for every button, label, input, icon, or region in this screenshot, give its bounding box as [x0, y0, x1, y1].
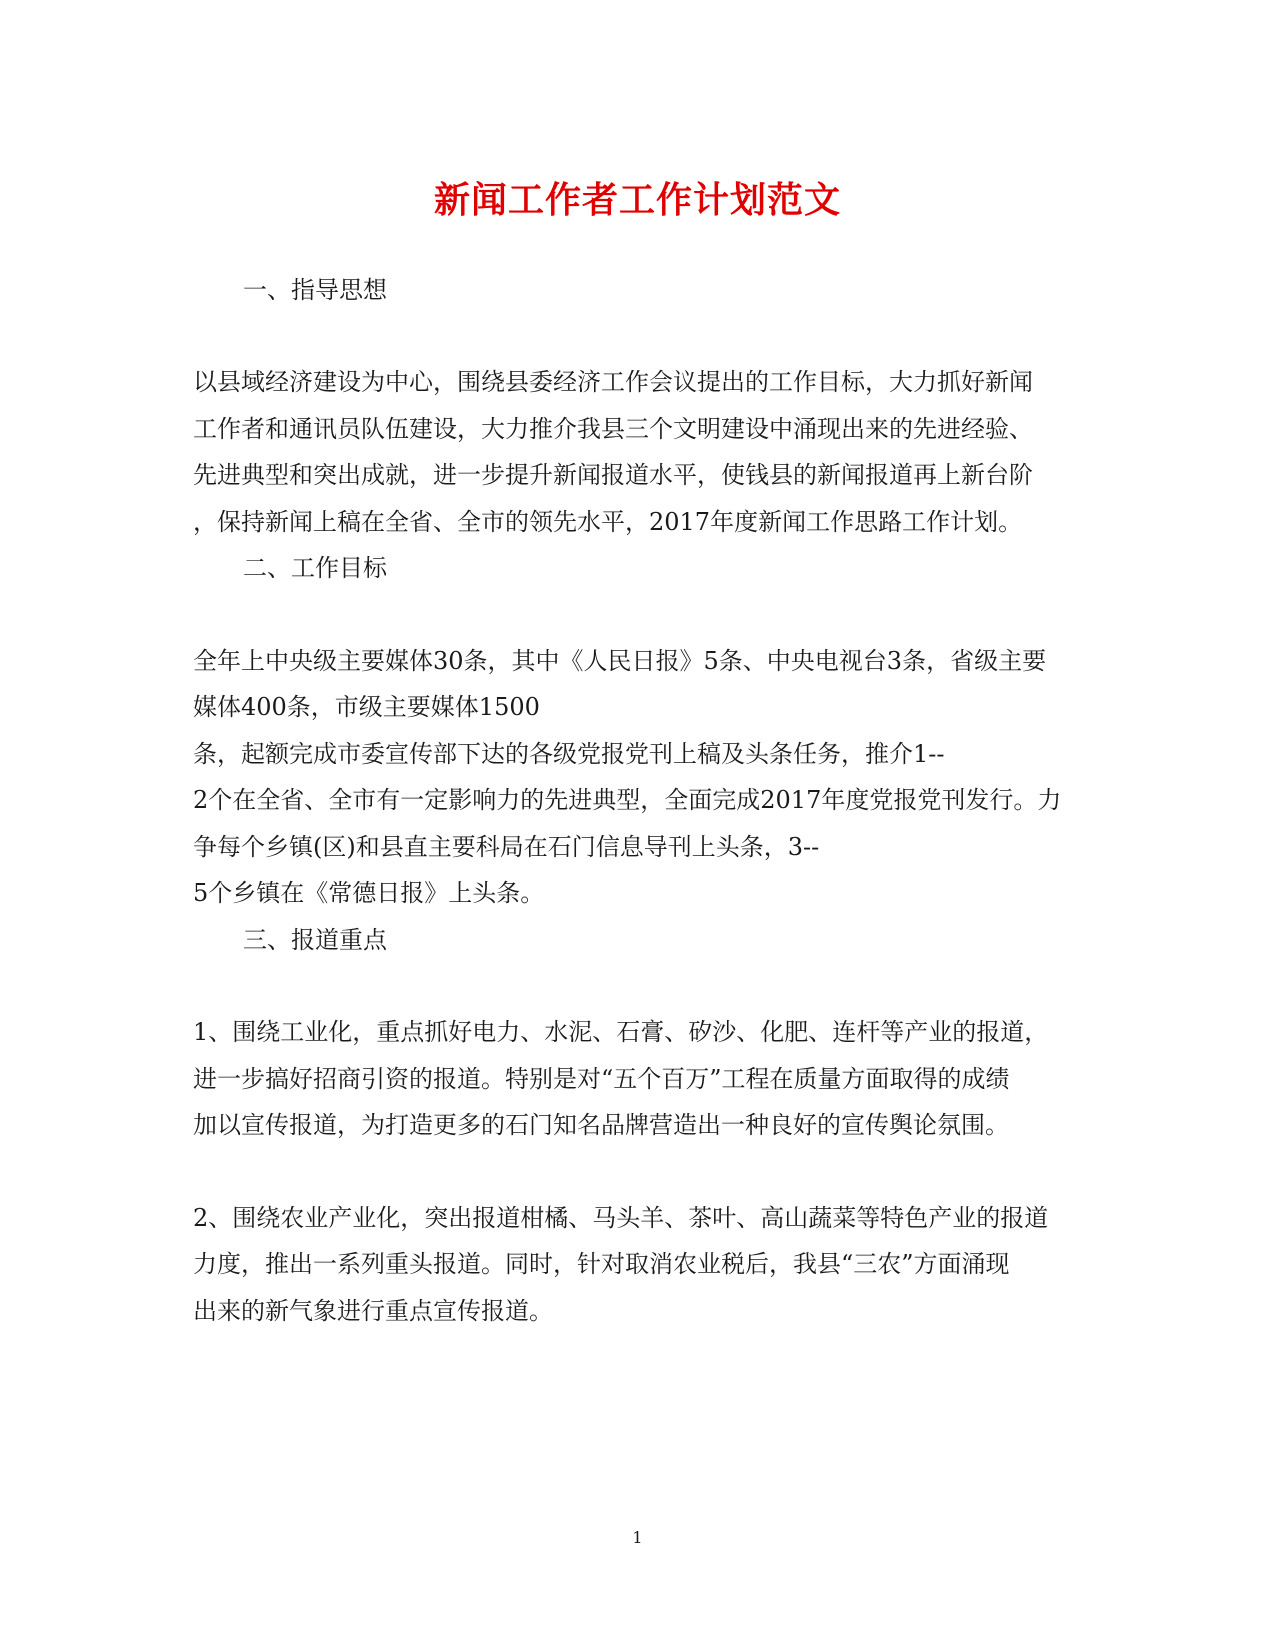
- section-heading-reporting-focus: 三、报道重点: [243, 926, 387, 954]
- document-title: 新闻工作者工作计划范文: [433, 179, 841, 221]
- paragraph-line: 出来的新气象进行重点宣传报道。: [193, 1297, 553, 1325]
- paragraph-line: 争每个乡镇(区)和县直主要科局在石门信息导刊上头条，3--: [193, 833, 820, 861]
- paragraph-line: 1、围绕工业化，重点抓好电力、水泥、石膏、矽沙、化肥、连杆等产业的报道，: [193, 1018, 1049, 1046]
- paragraph-line: 5个乡镇在《常德日报》上头条。: [193, 879, 545, 907]
- section-heading-work-goals: 二、工作目标: [243, 554, 387, 582]
- paragraph-line: 条，起额完成市委宣传部下达的各级党报党刊上稿及头条任务，推介1--: [193, 740, 945, 768]
- paragraph-line: 力度，推出一系列重头报道。同时，针对取消农业税后，我县“三农”方面涌现: [193, 1250, 1010, 1278]
- paragraph-line: 以县域经济建设为中心，围绕县委经济工作会议提出的工作目标，大力抓好新闻: [193, 368, 1033, 396]
- paragraph-line: ，保持新闻上稿在全省、全市的领先水平，2017年度新闻工作思路工作计划。: [193, 508, 1023, 536]
- paragraph-line: 媒体400条，市级主要媒体1500: [193, 693, 540, 721]
- paragraph-line: 工作者和通讯员队伍建设，大力推介我县三个文明建设中涌现出来的先进经验、: [193, 415, 1033, 443]
- paragraph-line: 先进典型和突出成就，进一步提升新闻报道水平，使钱县的新闻报道再上新台阶: [193, 461, 1033, 489]
- paragraph-line: 2个在全省、全市有一定影响力的先进典型，全面完成2017年度党报党刊发行。力: [193, 786, 1062, 814]
- page-number: 1: [632, 1528, 643, 1547]
- section-heading-guiding-ideology: 一、指导思想: [243, 276, 387, 304]
- paragraph-line: 进一步搞好招商引资的报道。特别是对“五个百万”工程在质量方面取得的成绩: [193, 1065, 1010, 1093]
- paragraph-line: 2、围绕农业产业化，突出报道柑橘、马头羊、茶叶、高山蔬菜等特色产业的报道: [193, 1204, 1049, 1232]
- paragraph-line: 全年上中央级主要媒体30条，其中《人民日报》5条、中央电视台3条，省级主要: [193, 647, 1047, 675]
- paragraph-line: 加以宣传报道，为打造更多的石门知名品牌营造出一种良好的宣传舆论氛围。: [193, 1111, 1009, 1139]
